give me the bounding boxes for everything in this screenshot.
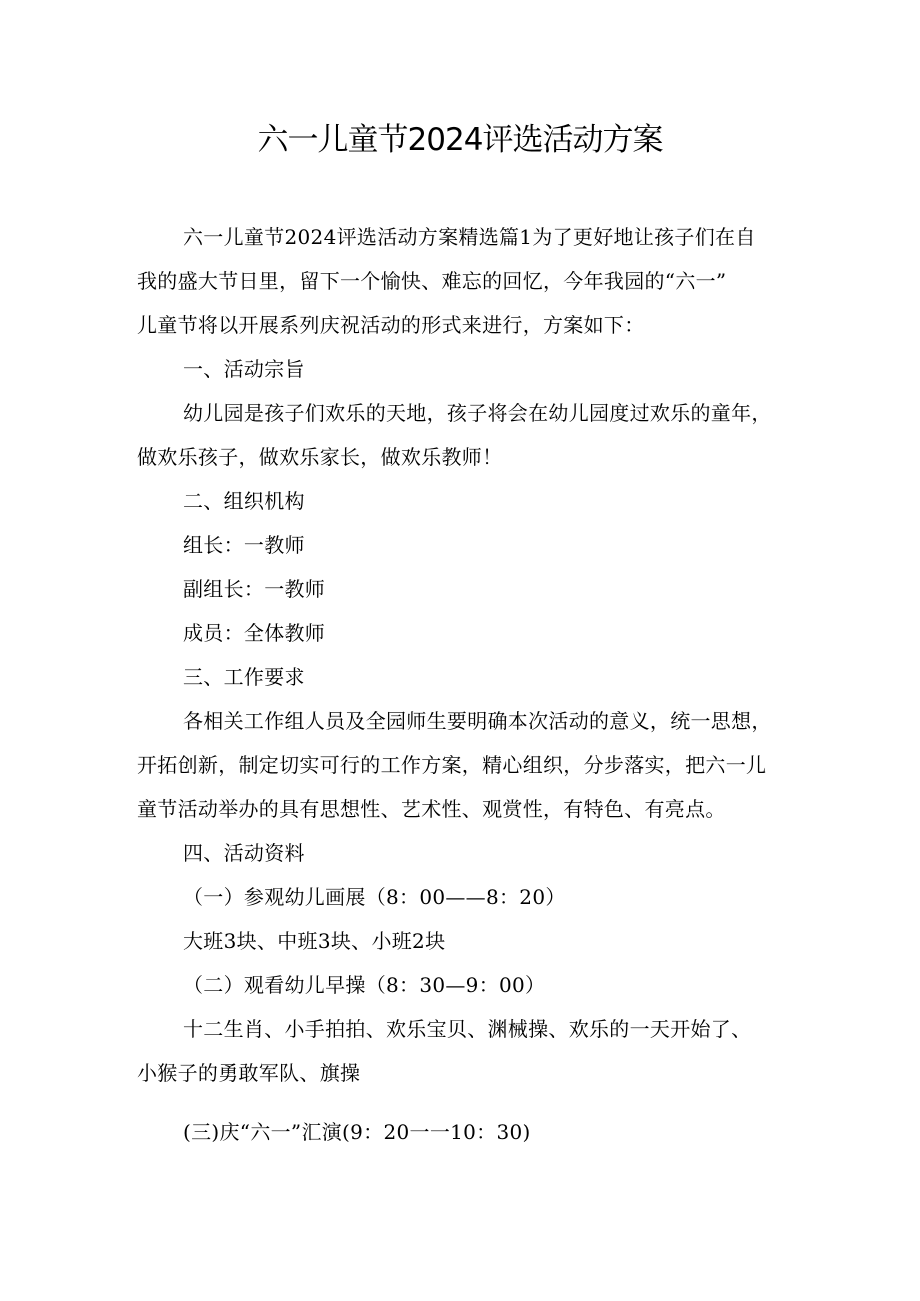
- paragraph-line: 副组长：一教师: [183, 577, 326, 601]
- paragraph-line: 开拓创新，制定切实可行的工作方案，精心组织，分步落实，把六一儿: [137, 753, 767, 777]
- subsection-heading: (三)庆“六一”汇演(9：20一一10：30): [183, 1120, 531, 1144]
- section-heading: 二、组织机构: [183, 489, 305, 513]
- paragraph-line: 六一儿童节2024评选活动方案精选篇1为了更好地让孩子们在自: [183, 225, 756, 249]
- paragraph-line: 我的盛大节日里，留下一个愉快、难忘的回忆，今年我园的“六一”: [137, 269, 727, 293]
- paragraph-line: 成员：全体教师: [183, 621, 326, 645]
- subsection-heading: （二）观看幼儿早操（8：30—9：00）: [183, 973, 546, 997]
- paragraph-line: 做欢乐孩子，做欢乐家长，做欢乐教师！: [137, 445, 503, 469]
- paragraph-line: 童节活动举办的具有思想性、艺术性、观赏性，有特色、有亮点。: [137, 797, 726, 821]
- paragraph-line: 儿童节将以开展系列庆祝活动的形式来进行，方案如下：: [137, 313, 645, 337]
- section-heading: 四、活动资料: [183, 841, 305, 865]
- paragraph-line: 十二生肖、小手拍拍、欢乐宝贝、渊械操、欢乐的一天开始了、: [183, 1017, 752, 1041]
- paragraph-line: 组长：一教师: [183, 533, 305, 557]
- paragraph-line: 小猴子的勇敢军队、旗操: [137, 1061, 361, 1085]
- paragraph-line: 大班3块、中班3块、小班2块: [183, 929, 446, 953]
- paragraph-line: 各相关工作组人员及全园师生要明确本次活动的意义，统一思想，: [183, 709, 772, 733]
- section-heading: 一、活动宗旨: [183, 357, 305, 381]
- section-heading: 三、工作要求: [183, 665, 305, 689]
- document-body: [137, 215, 797, 1154]
- paragraph-line: 幼儿园是孩子们欢乐的天地，孩子将会在幼儿园度过欢乐的童年，: [183, 401, 772, 425]
- subsection-heading: （一）参观幼儿画展（8：00——8：20）: [183, 885, 566, 909]
- document-title: 六一儿童节2024评选活动方案: [257, 122, 663, 158]
